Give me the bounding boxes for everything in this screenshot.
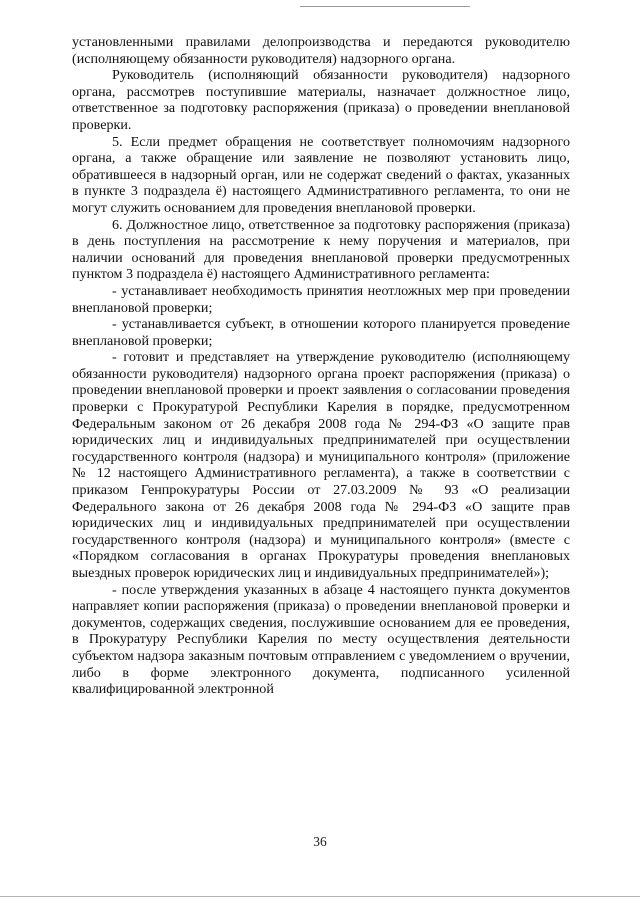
paragraph-1: установленными правилами делопроизводства и передаются руководителю (исполняющему обязанности руководителя) надзорного органа.: [72, 34, 570, 67]
page-number: 36: [313, 834, 327, 849]
list-item-send-copies: - после утверждения указанных в абзаце 4 настоящего пункта документов направляет копии распоряжения (приказа) о проведении внеплановой проверки и документов, содержащих сведения, послужившие основанием для ее проведения, в Прокуратуру Республики Карелия по месту осуществления деятельности субъектом надзора заказным почтовым отправлением с уведомлением о вручении, либо в форме электронного документа, подписанного усиленной квалифицированной электронной: [72, 581, 570, 698]
paragraph-4-item-6: 6. Должностное лицо, ответственное за подготовку распоряжения (приказа) в день поступления на рассмотрение к нему поручения и материалов, при наличии оснований для проведения внеплановой проверки предусмотренных пунктом 3 подраздела ё) настоящего Административного регламента:: [72, 216, 570, 283]
paragraph-2: Руководитель (исполняющий обязанности руководителя) надзорного органа, рассмотрев поступившие материалы, назначает должностное лицо, ответственное за подготовку распоряжения (приказа) о проведении внеплановой проверки.: [72, 67, 570, 133]
list-item-urgent-measures: - устанавливает необходимость принятия неотложных мер при проведении внеплановой проверки;: [72, 282, 570, 316]
list-item-subject: - устанавливается субъект, в отношении которого планируется проведение внеплановой проверки;: [72, 316, 570, 349]
list-item-draft-order: - готовит и представляет на утверждение руководителю (исполняющему обязанности руководителя) надзорного органа проект распоряжения (приказа) о проведении внеплановой проверки и проект заявления о согласовании проведения проверки с Прокуратурой Республики Карелия в порядке, предусмотренном Федеральным законом от 26 декабря 2008 года № 294-ФЗ «О защите прав юридических лиц и индивидуальных предпринимателей при осуществлении государственного контроля (надзора) и муниципального контроля» (приложение № 12 настоящего Административного регламента), а также в соответствии с приказом Генпрокуратуры России от 27.03.2009 № 93 «О реализации Федерального закона от 26 декабря 2008 года № 294-ФЗ «О защите прав юридических лиц и индивидуальных предпринимателей при осуществлении государственного контроля (надзора) и муниципального контроля» (вместе с «Порядком согласования в органах Прокуратуры проведения внеплановых выездных проверок юридических лиц и индивидуальных предпринимателей»);: [72, 349, 570, 581]
scan-edge-top: [300, 6, 470, 7]
paragraph-3-item-5: 5. Если предмет обращения не соответствует полномочиям надзорного органа, а также обращение или заявление не позволяют установить лицо, обратившееся в надзорный орган, или не содержат сведений о фактах, указанных в пункте 3 подраздела ё) настоящего Административного регламента, то они не могут служить основанием для проведения внеплановой проверки.: [72, 133, 570, 216]
scan-edge-bottom: [0, 896, 640, 897]
document-body: [72, 34, 570, 698]
